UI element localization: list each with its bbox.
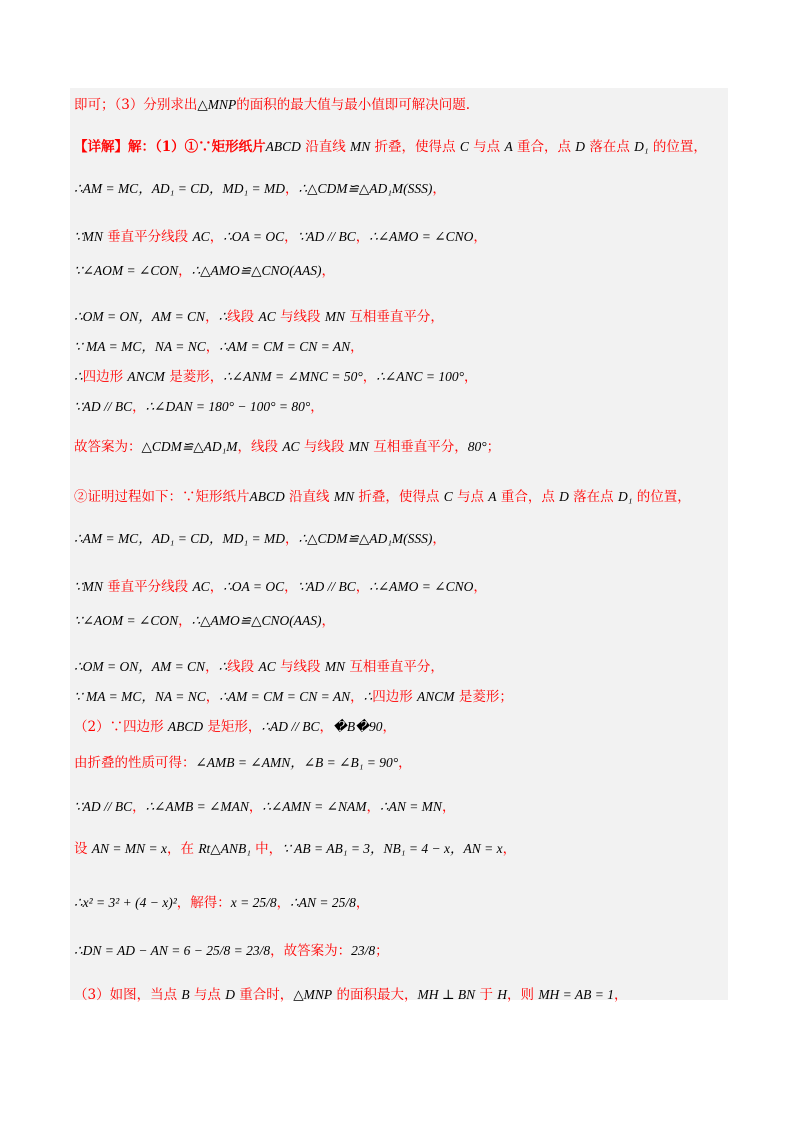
math-expression: MN	[324, 309, 346, 324]
solution-line	[74, 798, 455, 816]
text-segment: 中，	[250, 841, 283, 857]
text-segment: ，	[366, 799, 380, 815]
text-segment: ，	[473, 579, 487, 595]
math-expression: MH ⊥ BN	[417, 987, 476, 1002]
text-segment: ，	[355, 895, 370, 911]
text-segment: ②证明过程如下：∵矩形纸片	[74, 489, 250, 505]
text-segment: 重合，点	[512, 139, 576, 155]
text-segment: ，线段	[237, 439, 283, 455]
text-segment: 四边形	[372, 689, 418, 705]
math-expression: ∴	[218, 659, 228, 674]
text-segment: 是菱形，	[164, 369, 224, 385]
math-expression: ∴∠DAN = 180° − 100° = 80°	[145, 399, 311, 414]
text-segment: ，	[355, 579, 370, 595]
text-segment: 是矩形，	[203, 719, 262, 735]
solution-line	[74, 894, 369, 912]
text-segment: 与点	[468, 139, 505, 155]
solution-line	[74, 578, 487, 596]
math-expression: ∵ AB = AB₁ = 3，NB₁ = 4 − x，AN = x	[282, 841, 503, 856]
math-expression: ∴OM = ON，AM = CN	[74, 659, 206, 674]
math-expression: ABCD	[265, 139, 301, 154]
math-expression: ∴AD // BC	[261, 719, 320, 734]
math-expression: ∴OA = OC	[223, 579, 285, 594]
math-expression: AC	[258, 309, 276, 324]
text-segment: ，在	[167, 841, 199, 857]
math-expression: AC	[282, 439, 300, 454]
text-segment: ，	[321, 613, 335, 629]
text-segment: ，	[205, 689, 220, 705]
math-expression: MN	[350, 139, 371, 154]
text-segment: ，	[285, 531, 299, 547]
math-expression: ∴AN = MN	[379, 799, 442, 814]
text-segment: 设	[74, 841, 92, 857]
text-segment: 重合，点	[496, 489, 560, 505]
solution-line	[74, 688, 513, 706]
math-expression: B	[181, 987, 190, 1002]
text-segment: ，	[432, 531, 446, 547]
solution-line	[74, 986, 628, 1004]
text-segment: 与线段	[275, 659, 325, 675]
text-segment: ，	[132, 799, 146, 815]
solution-line	[74, 180, 446, 198]
text-segment: 与点	[189, 987, 226, 1003]
text-segment: 落在点	[568, 489, 618, 505]
text-segment: 【详解】解：（1）①∵矩形纸片	[74, 139, 266, 155]
solution-line	[74, 942, 389, 960]
math-expression: 80°	[467, 439, 487, 454]
text-segment: ，	[362, 369, 377, 385]
math-expression: ∵AD // BC	[74, 799, 133, 814]
text-segment: 互相垂直平分，	[345, 309, 444, 325]
text-segment: 落在点	[585, 139, 635, 155]
text-segment: ，	[350, 339, 364, 355]
math-expression: MN	[348, 439, 369, 454]
text-segment: 的面积的最大值与最小值即可解决问题.	[236, 97, 471, 113]
text-segment: ，	[321, 263, 335, 279]
math-expression: H	[497, 987, 508, 1002]
text-segment: 的位置，	[632, 489, 691, 505]
text-segment: ，	[473, 229, 487, 245]
math-expression: ∴	[74, 369, 83, 384]
text-segment: ，解得：	[176, 895, 231, 911]
math-expression: D₁	[617, 489, 633, 504]
solution-line	[74, 840, 516, 858]
text-segment: 折叠，使得点	[354, 489, 444, 505]
math-expression: ∵∠AOM = ∠CON	[74, 263, 179, 278]
text-segment: ，	[319, 719, 334, 735]
math-expression: ∠AMB = ∠AMN，∠B = ∠B₁ = 90°	[195, 755, 399, 770]
text-segment: 是菱形；	[454, 689, 513, 705]
math-expression: ∵AD // BC	[74, 399, 133, 414]
solution-line	[74, 658, 444, 676]
math-expression: x = 25/8	[230, 895, 277, 910]
math-expression: ∴AM = CM = CN = AN	[219, 689, 351, 704]
text-segment: ，	[205, 659, 219, 675]
math-expression: MN	[333, 489, 355, 504]
solution-line	[74, 398, 324, 416]
math-expression: ∴DN = AD − AN = 6 − 25/8 = 23/8	[74, 943, 271, 958]
math-expression: D	[559, 489, 569, 504]
text-segment: 互相垂直平分，	[368, 439, 468, 455]
math-expression: 23/8	[351, 943, 376, 958]
math-expression: ∴△CDM≌△AD₁M(SSS)	[298, 181, 433, 196]
math-expression: ∴∠AMO = ∠CNO	[369, 579, 474, 594]
math-expression: AN = MN = x	[91, 841, 168, 856]
solution-line	[74, 488, 691, 506]
math-expression: ∴	[218, 309, 228, 324]
text-segment: 与线段	[299, 439, 349, 455]
math-expression: ABCD	[249, 489, 285, 504]
text-segment: ，	[382, 719, 396, 735]
math-expression: ∵ MA = MC，NA = NC	[74, 339, 206, 354]
math-expression: ∴∠AMB = ∠MAN	[145, 799, 249, 814]
text-segment: （3）如图，当点	[74, 987, 182, 1003]
solution-line	[74, 612, 335, 630]
solution-line	[74, 438, 500, 456]
text-segment: 于	[475, 987, 498, 1003]
text-segment: ，	[502, 841, 517, 857]
text-segment: 由折叠的性质可得：	[74, 755, 196, 771]
math-expression: ∴△CDM≌△AD₁M(SSS)	[298, 531, 433, 546]
math-expression: ∴∠AMN = ∠NAM	[262, 799, 367, 814]
math-expression: MN	[324, 659, 346, 674]
text-segment: 的面积最大，	[332, 987, 418, 1003]
math-expression: AC	[192, 229, 210, 244]
solution-line	[74, 530, 446, 548]
math-expression: ABCD	[167, 719, 204, 734]
math-expression: ∴AM = MC，AD₁ = CD，MD₁ = MD	[74, 531, 286, 546]
text-segment: 线段	[227, 309, 259, 325]
math-expression: ∴OM = ON，AM = CN	[74, 309, 206, 324]
math-expression: D	[575, 139, 586, 154]
math-expression: ∴∠AMO = ∠CNO	[369, 229, 474, 244]
solution-line	[74, 96, 470, 114]
text-segment: ，	[209, 579, 224, 595]
math-expression: ∵AD // BC	[297, 229, 356, 244]
math-expression: AC	[192, 579, 210, 594]
text-segment: ，	[463, 369, 478, 385]
text-segment: ，	[205, 339, 220, 355]
text-segment: 折叠，使得点	[370, 139, 460, 155]
text-segment: 垂直平分线段	[102, 579, 193, 595]
text-segment: ，	[441, 799, 456, 815]
math-expression: ∴AM = MC，AD₁ = CD，MD₁ = MD	[74, 181, 286, 196]
math-expression: MH = AB = 1	[538, 987, 615, 1002]
math-expression: ∴△AMO≌△CNO(AAS)	[191, 263, 322, 278]
math-expression: ∴	[363, 689, 373, 704]
solution-line	[74, 754, 412, 772]
text-segment: 四边形	[82, 369, 128, 385]
text-segment: ，	[132, 399, 146, 415]
text-segment: ，	[310, 399, 324, 415]
math-expression: C	[443, 489, 453, 504]
math-expression: A	[504, 139, 513, 154]
text-segment: ，	[205, 309, 219, 325]
math-expression: △MNP	[293, 987, 333, 1002]
math-expression: ∵MN	[74, 579, 103, 594]
text-segment: 与线段	[275, 309, 325, 325]
text-segment: 故答案为：	[74, 439, 142, 455]
math-expression: AC	[258, 659, 276, 674]
math-expression: △MNP	[197, 97, 237, 112]
text-segment: ，	[285, 181, 299, 197]
text-segment: ，	[178, 263, 192, 279]
math-expression: ANCM	[417, 689, 455, 704]
text-segment: ，	[355, 229, 370, 245]
math-expression: ∴∠ANM = ∠MNC = 50°	[223, 369, 363, 384]
math-expression: ∵MN	[74, 229, 103, 244]
solution-line	[74, 718, 396, 736]
text-segment: ，	[209, 229, 224, 245]
text-segment: 沿直线	[300, 139, 350, 155]
math-expression: ∵∠AOM = ∠CON	[74, 613, 179, 628]
text-segment: 沿直线	[284, 489, 334, 505]
text-segment: ；	[375, 943, 389, 959]
text-segment: ，则	[507, 987, 539, 1003]
text-segment: （2）∵四边形	[74, 719, 168, 735]
solution-line	[74, 338, 364, 356]
math-expression: D₁	[634, 139, 649, 154]
math-expression: ANCM	[127, 369, 165, 384]
text-segment: 即可；（3）分别求出	[74, 97, 198, 113]
math-expression: ∵ MA = MC，NA = NC	[74, 689, 206, 704]
math-expression: C	[459, 139, 469, 154]
text-segment: 垂直平分线段	[102, 229, 193, 245]
math-expression: ∴△AMO≌△CNO(AAS)	[191, 613, 322, 628]
math-expression: ∴OA = OC	[223, 229, 285, 244]
text-segment: 与点	[452, 489, 489, 505]
text-segment: ；	[486, 439, 501, 455]
math-expression: Rt△ANB₁	[198, 841, 251, 856]
text-segment: ，	[350, 689, 364, 705]
math-expression: D	[225, 987, 235, 1002]
solution-line	[74, 138, 707, 156]
math-expression: ∴∠ANC = 100°	[376, 369, 464, 384]
text-segment: ，	[284, 229, 298, 245]
solution-line	[74, 228, 487, 246]
text-segment: 重合时，	[234, 987, 294, 1003]
math-expression: ∵AD // BC	[297, 579, 356, 594]
solution-line	[74, 262, 335, 280]
text-segment: ，	[178, 613, 192, 629]
text-segment: 互相垂直平分，	[345, 659, 444, 675]
text-segment: ，	[248, 799, 263, 815]
text-segment: 的位置，	[648, 139, 707, 155]
math-expression: A	[488, 489, 497, 504]
text-segment: ，	[276, 895, 291, 911]
text-segment: ，	[398, 755, 412, 771]
text-segment: ，	[284, 579, 298, 595]
math-expression: ∴AM = CM = CN = AN	[219, 339, 351, 354]
solution-line	[74, 368, 477, 386]
math-expression: �B�90	[333, 719, 383, 734]
math-expression: ∴x² = 3² + (4 − x)²	[74, 895, 177, 910]
solution-line	[74, 308, 444, 326]
math-expression: △CDM≌△AD₁M	[141, 439, 238, 454]
text-segment: ，	[614, 987, 628, 1003]
text-segment: 线段	[227, 659, 259, 675]
text-segment: ，	[432, 181, 446, 197]
text-segment: ，故答案为：	[270, 943, 352, 959]
math-expression: ∴AN = 25/8	[290, 895, 356, 910]
